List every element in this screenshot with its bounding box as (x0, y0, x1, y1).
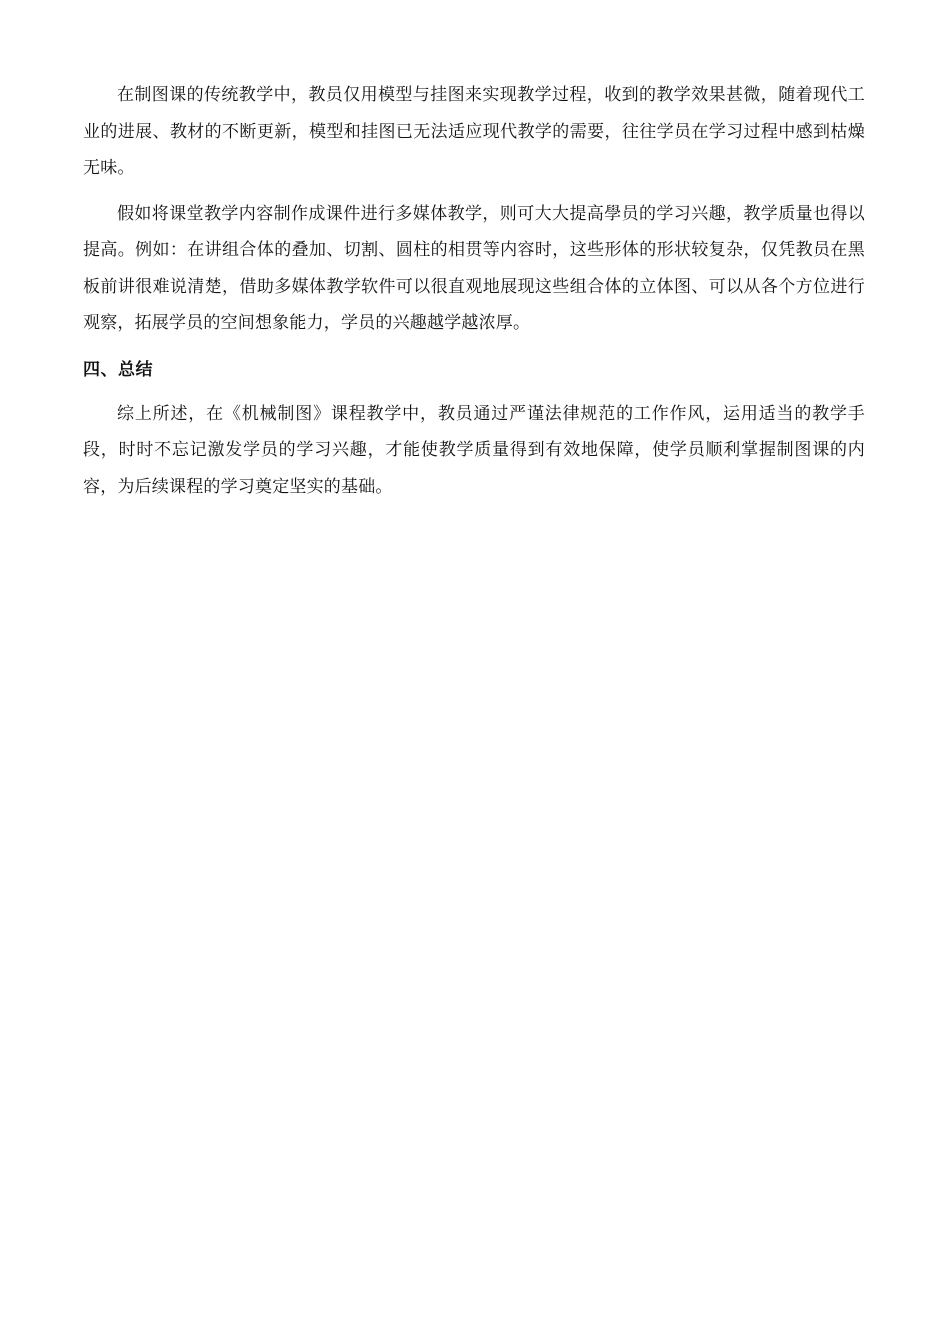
paragraph-traditional-teaching: 在制图课的传统教学中，教员仅用模型与挂图来实现教学过程，收到的教学效果甚微，随着现代工业的进展、教材的不断更新，模型和挂图已无法适应现代教学的需要，往往学员在学习过程中感到枯燥无味。 (83, 85, 865, 178)
section-heading-summary: 四、总结 (83, 359, 153, 380)
document-page (83, 77, 865, 505)
paragraph-summary: 综上所述，在《机械制图》课程教学中，教员通过严谨法律规范的工作作风，运用适当的教学手段，时时不忘记激发学员的学习兴趣，才能使教学质量得到有效地保障，使学员顺利掌握制图课的内容，为后续课程的学习奠定坚实的基础。 (83, 403, 865, 497)
paragraph-multimedia-teaching: 假如将课堂教学内容制作成课件进行多媒体教学，则可大大提高學员的学习兴趣，教学质量也得以提高。例如：在讲组合体的叠加、切割、圆柱的相贯等内容时，这些形体的形状较复杂，仅凭教员在黑板前讲很难说清楚，借助多媒体教学软件可以很直观地展现这些组合体的立体图、可以从各个方位进行观察，拓展学员的空间想象能力，学员的兴趣越学越浓厚。 (83, 203, 865, 333)
